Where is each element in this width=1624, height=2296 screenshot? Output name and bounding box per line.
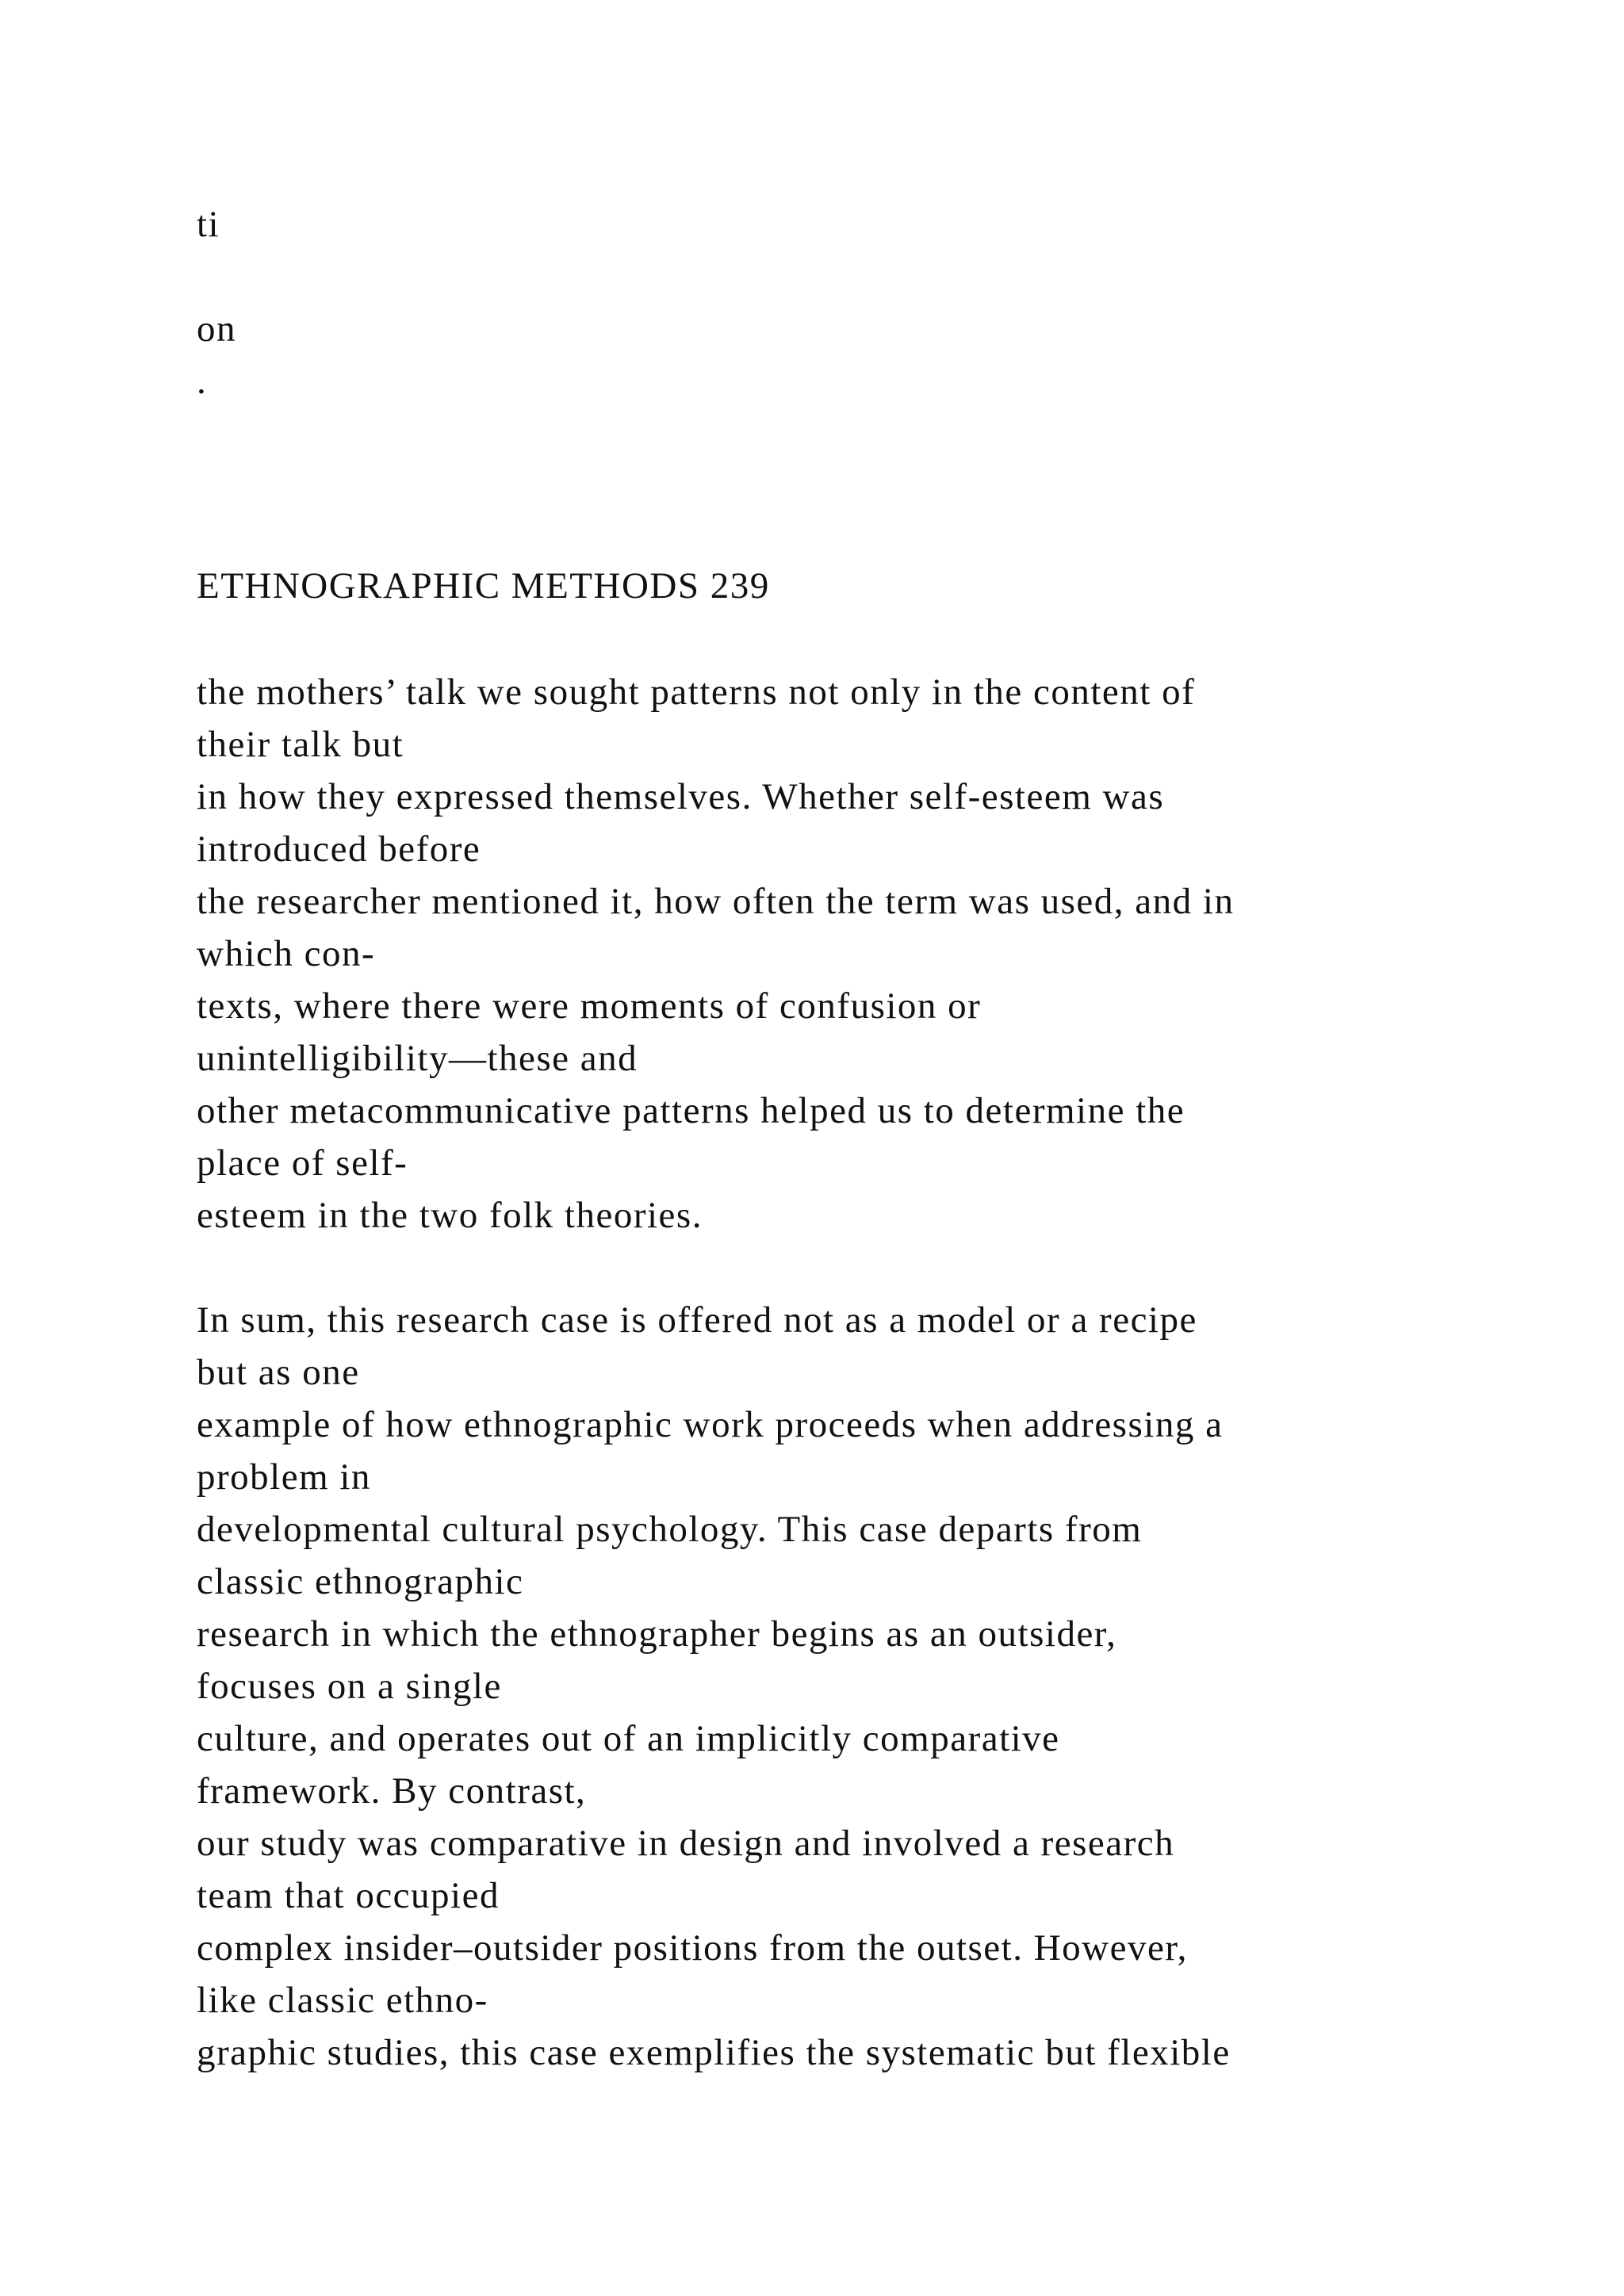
text-line: developmental cultural psychology. This case departs from: [197, 1509, 1143, 1550]
text-line: their talk but: [197, 724, 404, 765]
text-line: the researcher mentioned it, how often the term was used, and in: [197, 881, 1235, 922]
text-line: in how they expressed themselves. Whether self-esteem was: [197, 776, 1165, 817]
text-fragment-ti: ti: [197, 204, 220, 245]
text-line: the mothers’ talk we sought patterns not only in the content of: [197, 672, 1196, 713]
text-line: focuses on a single: [197, 1666, 502, 1707]
paragraph-1: [197, 666, 1234, 1242]
text-fragment-on: on: [197, 308, 236, 350]
running-head: ETHNOGRAPHIC METHODS 239: [197, 565, 770, 607]
text-line: graphic studies, this case exemplifies the systematic but flexible: [197, 2032, 1231, 2073]
paragraph-2: [197, 1294, 1231, 2079]
text-line: unintelligibility—these and: [197, 1038, 638, 1079]
text-line: which con-: [197, 933, 376, 974]
text-line: our study was comparative in design and involved a research: [197, 1823, 1175, 1864]
text-line: team that occupied: [197, 1875, 500, 1916]
text-line: classic ethnographic: [197, 1561, 524, 1602]
text-line: place of self-: [197, 1142, 408, 1184]
text-line: In sum, this research case is offered not as a model or a recipe: [197, 1299, 1197, 1341]
text-line: problem in: [197, 1456, 371, 1498]
text-line: but as one: [197, 1352, 360, 1393]
text-line: introduced before: [197, 828, 481, 870]
text-line: other metacommunicative patterns helped us to determine the: [197, 1090, 1185, 1131]
text-line: example of how ethnographic work proceeds when addressing a: [197, 1404, 1224, 1445]
text-fragment-period: .: [197, 361, 208, 402]
text-line: like classic ethno-: [197, 1980, 488, 2021]
text-line: framework. By contrast,: [197, 1770, 587, 1812]
text-line: esteem in the two folk theories.: [197, 1195, 703, 1236]
text-line: texts, where there were moments of confusion or: [197, 985, 982, 1027]
text-line: culture, and operates out of an implicitly comparative: [197, 1718, 1060, 1759]
text-line: research in which the ethnographer begins as an outsider,: [197, 1613, 1117, 1655]
text-line: complex insider–outsider positions from the outset. However,: [197, 1927, 1188, 1969]
